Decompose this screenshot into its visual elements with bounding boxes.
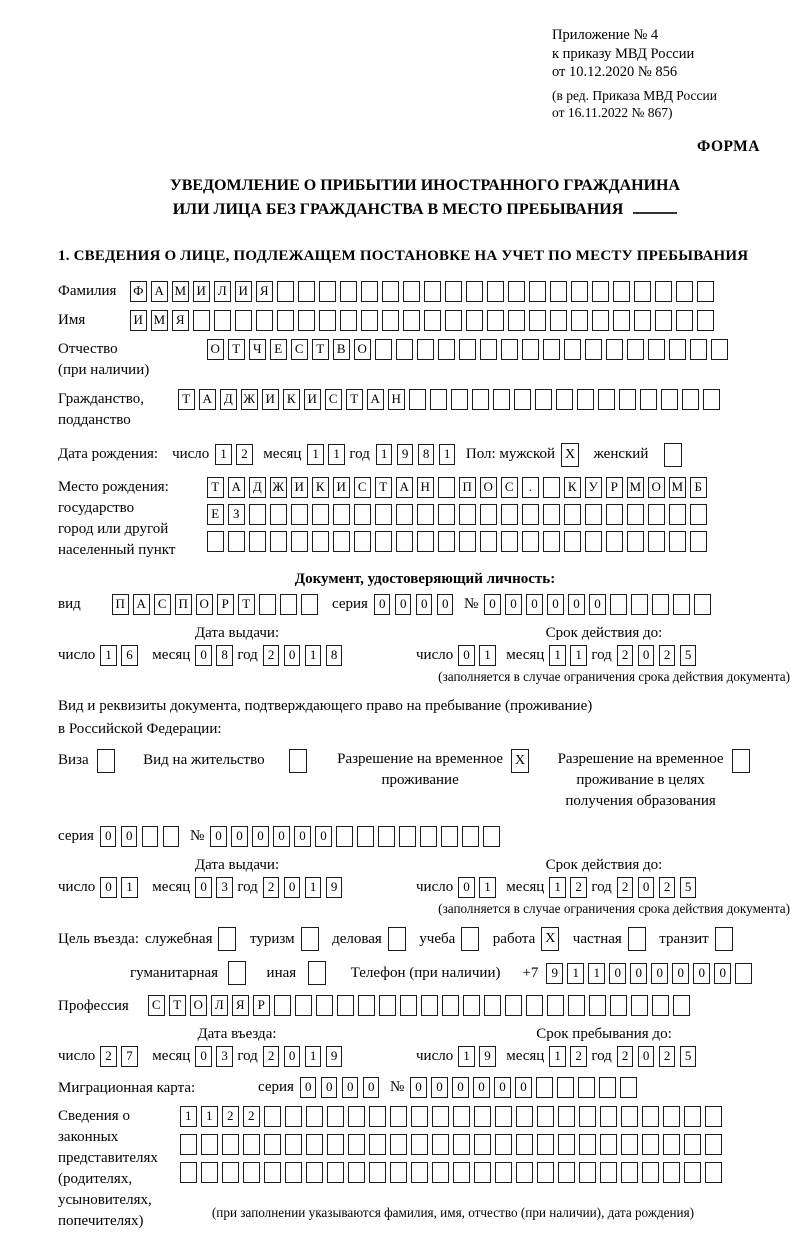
migration-card-label: Миграционная карта: — [58, 1079, 196, 1096]
birth-place-label-line: Место рождения: — [58, 478, 169, 495]
purpose-private: частная — [573, 927, 651, 951]
number-label: № — [189, 828, 205, 845]
month-label: месяц — [506, 646, 545, 663]
month-label: месяц — [152, 646, 191, 663]
sex-female-checkbox[interactable] — [664, 443, 687, 467]
purpose-humanitarian: гуманитарная — [130, 961, 251, 985]
option-residence-permit — [143, 749, 311, 773]
purpose-other: иная — [267, 961, 331, 985]
edition-line: (в ред. Приказа МВД России — [552, 87, 717, 103]
migration-card-row — [58, 1077, 792, 1098]
temp-residence-edu-checkbox[interactable] — [732, 749, 755, 773]
identity-expiry-date — [416, 645, 701, 666]
birth-place-row1-boxes[interactable]: Т А Д Ж И К И С Т А Н П О С . К У Р М О М Б — [207, 477, 711, 498]
identity-doc-note: (заполняется в случае ограничения срока действия документа) — [438, 668, 790, 684]
identity-doc-type-boxes[interactable]: П А С П О Р Т — [112, 594, 322, 615]
legal-reps-label-line: попечителях) — [58, 1213, 144, 1230]
purpose-row-1 — [58, 927, 792, 951]
day-label: число — [58, 646, 96, 663]
legal-reps-label-line: усыновителях, — [58, 1192, 152, 1209]
phone-boxes[interactable]: 9 1 1 0 0 0 0 0 0 — [546, 963, 756, 984]
residence-permit-label: Вид на жительство — [143, 752, 265, 769]
legal-reps-row3-boxes[interactable] — [180, 1162, 726, 1183]
birth-place-label-line: населенный пункт — [58, 541, 176, 558]
purpose-label: Цель въезда: — [58, 930, 139, 947]
citizenship-label — [58, 389, 178, 431]
surname-row — [58, 281, 792, 302]
profession-label: Профессия — [58, 997, 129, 1014]
purpose-transit-checkbox[interactable] — [715, 927, 738, 951]
birth-place-row — [58, 477, 792, 561]
residence-doc-series-boxes[interactable]: 0 0 — [100, 826, 184, 847]
residence-expiry-month-boxes[interactable]: 1 2 — [549, 877, 591, 898]
purpose-transit: транзит — [659, 927, 737, 951]
option-temp-residence — [337, 749, 533, 791]
patronymic-label-line1: Отчество — [58, 340, 118, 357]
month-label: месяц — [152, 879, 191, 896]
entry-month-boxes[interactable]: 0 3 — [195, 1046, 237, 1067]
entry-day-boxes[interactable]: 2 7 — [100, 1046, 142, 1067]
purpose-work: работа X — [493, 927, 564, 951]
number-label: № — [463, 595, 479, 612]
migration-card-number-boxes[interactable]: 0 0 0 0 0 0 — [410, 1077, 641, 1098]
migration-card-series-boxes[interactable]: 0 0 0 0 — [300, 1077, 384, 1098]
sex-label: Пол: мужской — [465, 446, 556, 463]
legal-reps-label-line: (родителях, — [58, 1171, 133, 1188]
residence-expiry-date — [416, 877, 701, 898]
purpose-study-checkbox[interactable] — [461, 927, 484, 951]
purpose-other-checkbox[interactable] — [308, 961, 331, 985]
given-name-row — [58, 310, 792, 331]
edition-line: от 16.11.2022 № 867) — [552, 105, 673, 121]
temp-residence-checkbox[interactable]: X — [511, 749, 534, 773]
residence-doc-note: (заполняется в случае ограничения срока действия документа) — [438, 901, 790, 917]
birth-place-row3-boxes[interactable] — [207, 531, 711, 552]
day-label: число — [58, 879, 96, 896]
stay-year-boxes[interactable]: 2 0 2 5 — [617, 1046, 701, 1067]
appendix-line: Приложение № 4 — [552, 27, 659, 43]
entry-dates — [58, 1046, 792, 1067]
birth-date-label: Дата рождения: — [58, 446, 159, 463]
surname-label: Фамилия — [58, 283, 117, 300]
legal-reps-row2-boxes[interactable] — [180, 1134, 726, 1155]
entry-date-head: Дата въезда: — [197, 1026, 277, 1043]
stay-until-head: Срок пребывания до: — [536, 1026, 672, 1043]
temp-residence-edu-label: Разрешение на временное проживание в целях получения образования — [557, 751, 724, 810]
birth-day-boxes[interactable]: 1 2 — [215, 444, 257, 465]
identity-issue-year-boxes[interactable]: 2 0 1 8 — [263, 645, 347, 666]
purpose-tourism: туризм — [250, 927, 323, 951]
legal-reps-note: (при заполнении указываются фамилия, имя, отчество (при наличии), дата рождения) — [211, 1205, 695, 1221]
year-label: год — [237, 879, 258, 896]
citizenship-label-line2: подданство — [58, 411, 131, 428]
year-label: год — [237, 646, 258, 663]
birth-place-boxes-column — [207, 477, 711, 552]
patronymic-label-line2: (при наличии) — [58, 361, 150, 378]
identity-expiry-year-boxes[interactable]: 2 0 2 5 — [617, 645, 701, 666]
day-label: число — [416, 646, 454, 663]
residence-doc-intro-line2: в Российской Федерации: — [58, 720, 222, 737]
purpose-humanitarian-checkbox[interactable] — [228, 961, 251, 985]
month-label: месяц — [152, 1048, 191, 1065]
stay-day-boxes[interactable]: 1 9 — [458, 1046, 500, 1067]
entry-date-heads — [58, 1026, 792, 1043]
identity-issue-day-boxes[interactable]: 1 6 — [100, 645, 142, 666]
year-label: год — [591, 879, 612, 896]
patronymic-label — [58, 339, 207, 381]
issue-date-head: Дата выдачи: — [194, 857, 280, 874]
legal-reps-label — [58, 1106, 180, 1232]
day-label: число — [172, 446, 210, 463]
legal-reps-boxes-column — [180, 1106, 726, 1221]
residence-doc-intro — [58, 695, 792, 742]
legal-reps-label-line: Сведения о — [58, 1108, 130, 1125]
year-label: год — [591, 1048, 612, 1065]
section1-heading: 1. СВЕДЕНИЯ О ЛИЦЕ, ПОДЛЕЖАЩЕМ ПОСТАНОВКЕ НА УЧЕТ ПО МЕСТУ ПРЕБЫВАНИЯ — [58, 247, 749, 264]
residence-issue-month-boxes[interactable]: 0 3 — [195, 877, 237, 898]
surname-boxes[interactable]: Ф А М И Л И Я — [130, 281, 718, 302]
purpose-row-2 — [130, 961, 792, 985]
given-name-label: Имя — [58, 312, 86, 329]
year-label: год — [237, 1048, 258, 1065]
citizenship-label-line1: Гражданство, — [58, 390, 145, 407]
residence-issue-day-boxes[interactable]: 0 1 — [100, 877, 142, 898]
series-label: серия — [258, 1079, 294, 1096]
purpose-business: деловая — [332, 927, 410, 951]
purpose-private-checkbox[interactable] — [628, 927, 651, 951]
option-temp-residence-edu — [558, 749, 754, 812]
birth-month-boxes[interactable]: 1 1 — [307, 444, 349, 465]
appendix-line: к приказу МВД России — [552, 45, 695, 62]
visa-checkbox[interactable] — [97, 749, 120, 773]
identity-doc-series-boxes[interactable]: 0 0 0 0 — [374, 594, 458, 615]
residence-issue-date — [58, 877, 416, 898]
citizenship-boxes[interactable]: Т А Д Ж И К И С Т А Н — [178, 389, 724, 410]
phone-prefix: +7 — [522, 964, 539, 981]
identity-doc-dates — [58, 645, 792, 666]
form-title-line1: УВЕДОМЛЕНИЕ О ПРИБЫТИИ ИНОСТРАННОГО ГРАЖДАНИНА — [169, 176, 681, 194]
residence-issue-year-boxes[interactable]: 2 0 1 9 — [263, 877, 347, 898]
purpose-business-checkbox[interactable] — [388, 927, 411, 951]
identity-doc-heading: Документ, удостоверяющий личность: — [294, 570, 556, 587]
identity-doc-date-heads — [58, 625, 792, 642]
residence-permit-checkbox[interactable] — [289, 749, 312, 773]
birth-place-label-line: город или другой — [58, 520, 169, 537]
purpose-work-checkbox[interactable]: X — [541, 927, 564, 951]
visa-label: Виза — [58, 752, 89, 769]
purpose-official: служебная — [145, 927, 241, 951]
temp-residence-label: Разрешение на временное проживание — [337, 751, 504, 789]
residence-doc-series-row — [58, 826, 792, 847]
month-label: месяц — [506, 879, 545, 896]
profession-row — [58, 995, 792, 1016]
patronymic-boxes[interactable]: О Т Ч Е С Т В О — [207, 339, 732, 360]
birth-place-label-line: государство — [58, 499, 135, 516]
purpose-study: учеба — [419, 927, 484, 951]
form-title-line2: ИЛИ ЛИЦА БЕЗ ГРАЖДАНСТВА В МЕСТО ПРЕБЫВАНИЯ — [172, 200, 624, 218]
option-visa — [58, 749, 119, 773]
month-label: месяц — [506, 1048, 545, 1065]
form-label: ФОРМА — [696, 137, 760, 155]
title-blank-underline — [633, 212, 677, 214]
citizenship-row — [58, 389, 792, 431]
series-label: серия — [332, 595, 368, 612]
sex-female-label: женский — [593, 446, 649, 463]
legal-reps-row1-boxes[interactable]: 1 1 2 2 — [180, 1106, 726, 1127]
legal-reps-row — [58, 1106, 792, 1232]
purpose-official-checkbox[interactable] — [218, 927, 241, 951]
identity-doc-number-boxes[interactable]: 0 0 0 0 0 0 — [484, 594, 715, 615]
residence-doc-options — [58, 749, 792, 812]
phone-label: Телефон (при наличии) — [350, 964, 501, 981]
year-label: год — [349, 446, 370, 463]
identity-doc-row — [58, 594, 792, 615]
legal-reps-label-line: представителях — [58, 1150, 158, 1167]
residence-expiry-day-boxes[interactable]: 0 1 — [458, 877, 500, 898]
form-title — [58, 174, 792, 222]
residence-doc-intro-line1: Вид и реквизиты документа, подтверждающего право на пребывание (проживание) — [58, 697, 593, 714]
stay-month-boxes[interactable]: 1 2 — [549, 1046, 591, 1067]
entry-date — [58, 1046, 416, 1067]
residence-doc-dates — [58, 877, 792, 898]
edition-reference — [552, 87, 790, 122]
expiry-date-head: Срок действия до: — [545, 624, 663, 641]
birth-year-boxes[interactable]: 1 9 8 1 — [376, 444, 460, 465]
given-name-boxes[interactable]: И М Я — [130, 310, 718, 331]
residence-expiry-year-boxes[interactable]: 2 0 2 5 — [617, 877, 701, 898]
day-label: число — [416, 1048, 454, 1065]
series-label: серия — [58, 828, 94, 845]
day-label: число — [58, 1048, 96, 1065]
legal-reps-label-line: законных — [58, 1129, 119, 1146]
month-label: месяц — [263, 446, 302, 463]
birth-place-label — [58, 477, 207, 561]
patronymic-row — [58, 339, 792, 381]
day-label: число — [416, 879, 454, 896]
year-label: год — [591, 646, 612, 663]
residence-doc-date-heads — [58, 857, 792, 874]
identity-issue-month-boxes[interactable]: 0 8 — [195, 645, 237, 666]
expiry-date-head: Срок действия до: — [545, 857, 663, 874]
identity-expiry-month-boxes[interactable]: 1 1 — [549, 645, 591, 666]
birth-date-row — [58, 443, 792, 467]
appendix-reference — [552, 26, 790, 122]
stay-until-date — [416, 1046, 701, 1067]
profession-boxes[interactable]: С Т О Л Я Р — [148, 995, 694, 1016]
birth-place-row2-boxes[interactable]: Е З — [207, 504, 711, 525]
identity-issue-date — [58, 645, 416, 666]
sex-male-checkbox[interactable]: X — [561, 443, 584, 467]
issue-date-head: Дата выдачи: — [194, 624, 280, 641]
purpose-tourism-checkbox[interactable] — [301, 927, 324, 951]
number-label: № — [389, 1079, 405, 1096]
appendix-line: от 10.12.2020 № 856 — [552, 64, 678, 81]
residence-doc-number-boxes[interactable]: 0 0 0 0 0 0 — [210, 826, 504, 847]
entry-year-boxes[interactable]: 2 0 1 9 — [263, 1046, 347, 1067]
identity-expiry-day-boxes[interactable]: 0 1 — [458, 645, 500, 666]
identity-doc-type-label: вид — [58, 595, 81, 612]
